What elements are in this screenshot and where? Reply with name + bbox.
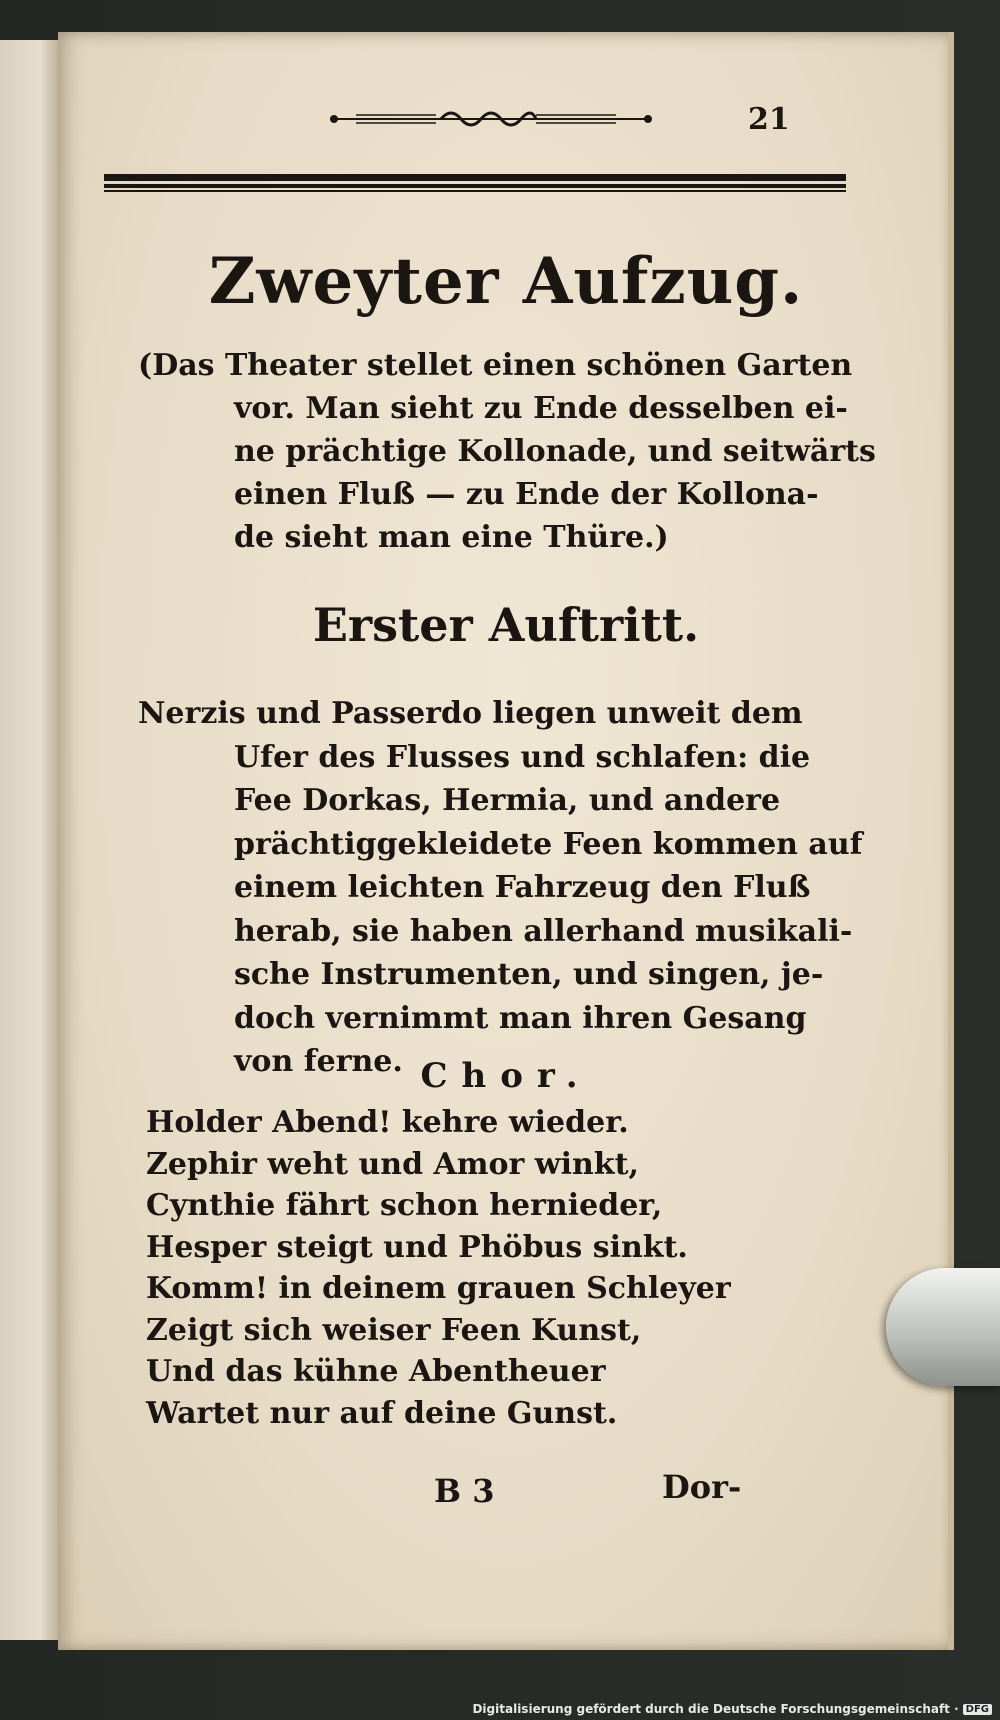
scene-direction-line: Fee Dorkas, Hermia, und andere [234, 783, 781, 818]
act-title: Zweyter Aufzug. [208, 244, 804, 319]
verse-line: Komm! in deinem grauen Schleyer [146, 1271, 731, 1306]
facing-page-edge [0, 40, 60, 1640]
stage-direction-line: de sieht man eine Thüre.) [234, 520, 669, 555]
scene-direction-line: von ferne. [234, 1044, 403, 1079]
verse-line: Cynthie fährt schon hernieder, [146, 1188, 663, 1223]
verse-line: Zephir weht und Amor winkt, [146, 1146, 639, 1182]
chorus-verse [146, 1102, 746, 1434]
book-page [58, 32, 954, 1650]
chor-heading: Chor. [420, 1056, 592, 1096]
scene-direction-line: prächtiggekleidete Feen kommen auf [234, 826, 863, 862]
scene-direction-line: einem leichten Fahrzeug den Fluß [234, 870, 811, 905]
verse-line: Holder Abend! kehre wieder. [146, 1105, 629, 1140]
header-ornament [326, 108, 656, 130]
verse-line: Wartet nur auf deine Gunst. [146, 1395, 618, 1431]
scene-direction-line: Nerzis und Passerdo liegen unweit dem [138, 696, 803, 731]
scene-direction-line: herab, sie haben allerhand musikali- [234, 913, 853, 949]
scene-direction [138, 692, 863, 1084]
digitization-credit [472, 1702, 992, 1716]
scene-direction-line: doch vernimmt man ihren Gesang [234, 1000, 807, 1036]
catchword: Dor- [662, 1468, 742, 1506]
scene-direction-line: Ufer des Flusses und schlafen: die [234, 739, 811, 775]
stage-direction-line: (Das Theater stellet einen schönen Garten [138, 348, 853, 383]
stage-direction-line: einen Fluß — zu Ende der Kollona- [234, 477, 819, 512]
verse-line: Hesper steigt und Phöbus sinkt. [146, 1229, 688, 1265]
signature-mark: B 3 [434, 1472, 495, 1510]
page-number: 21 [748, 102, 790, 137]
credit-text: Digitalisierung gefördert durch die Deutsche Forschungsgemeinschaft · [472, 1702, 959, 1716]
stage-direction [138, 344, 876, 559]
verse-line: Zeigt sich weiser Feen Kunst, [146, 1312, 642, 1348]
verse-line: Und das kühne Abentheuer [146, 1354, 606, 1389]
stage-direction-line: vor. Man sieht zu Ende desselben ei- [234, 391, 848, 426]
stage-direction-line: ne prächtige Kollonade, und seitwärts [234, 434, 876, 469]
scene-direction-line: sche Instrumenten, und singen, je- [234, 957, 824, 992]
dfg-logo: DFG [963, 1704, 992, 1715]
heavy-rule [104, 172, 846, 194]
scene-title: Erster Auftritt. [312, 598, 700, 652]
page-clip [886, 1268, 1000, 1386]
